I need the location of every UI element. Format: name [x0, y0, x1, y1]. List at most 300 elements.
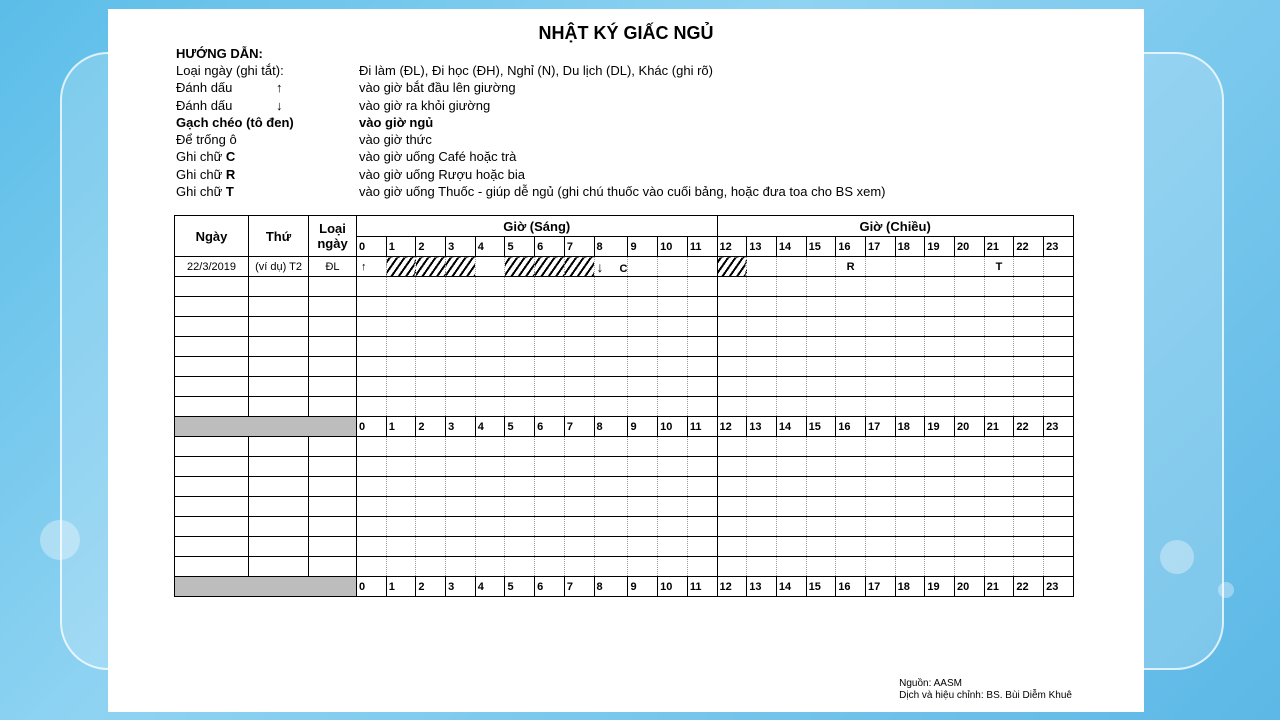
hour-cell[interactable] — [594, 557, 628, 577]
hour-cell[interactable] — [564, 277, 594, 297]
hour-cell[interactable] — [594, 517, 628, 537]
hour-cell[interactable] — [836, 537, 866, 557]
hour-cell[interactable] — [658, 277, 688, 297]
hour-cell[interactable] — [357, 497, 387, 517]
day-cell[interactable] — [249, 537, 309, 557]
hour-cell[interactable] — [865, 277, 895, 297]
hour-cell[interactable] — [475, 257, 505, 277]
hour-cell[interactable] — [865, 257, 895, 277]
hour-cell[interactable] — [628, 397, 658, 417]
hour-cell[interactable] — [984, 557, 1014, 577]
hour-cell[interactable] — [535, 537, 565, 557]
hour-cell[interactable] — [658, 477, 688, 497]
hour-cell[interactable] — [955, 497, 985, 517]
hour-cell[interactable] — [955, 537, 985, 557]
hour-cell[interactable] — [628, 317, 658, 337]
day-cell[interactable] — [249, 437, 309, 457]
hour-cell[interactable] — [836, 357, 866, 377]
hour-cell[interactable] — [658, 257, 688, 277]
hour-cell[interactable] — [416, 397, 446, 417]
hour-cell[interactable] — [895, 337, 925, 357]
type-cell[interactable] — [309, 397, 357, 417]
hour-cell[interactable] — [1014, 357, 1044, 377]
hour-cell[interactable] — [594, 297, 628, 317]
hour-cell[interactable] — [386, 397, 416, 417]
hour-cell[interactable] — [865, 437, 895, 457]
hour-cell[interactable] — [1014, 277, 1044, 297]
hour-cell[interactable] — [895, 497, 925, 517]
hour-cell[interactable] — [1014, 297, 1044, 317]
hour-cell[interactable] — [658, 357, 688, 377]
hour-cell[interactable] — [895, 297, 925, 317]
hour-cell[interactable] — [416, 297, 446, 317]
hour-cell[interactable] — [386, 377, 416, 397]
hour-cell[interactable] — [747, 397, 777, 417]
hour-cell[interactable] — [895, 397, 925, 417]
hour-cell[interactable] — [658, 397, 688, 417]
hour-cell[interactable] — [416, 477, 446, 497]
date-cell[interactable] — [175, 437, 249, 457]
hour-cell[interactable] — [895, 317, 925, 337]
hour-cell[interactable] — [984, 457, 1014, 477]
hour-cell[interactable] — [475, 557, 505, 577]
hour-cell[interactable] — [687, 257, 717, 277]
hour-cell[interactable] — [747, 517, 777, 537]
hour-cell[interactable] — [747, 297, 777, 317]
hour-cell[interactable] — [776, 557, 806, 577]
hour-cell[interactable] — [895, 377, 925, 397]
hour-cell[interactable] — [505, 297, 535, 317]
hour-cell[interactable] — [386, 357, 416, 377]
hour-cell[interactable] — [747, 377, 777, 397]
hour-cell[interactable] — [925, 537, 955, 557]
hour-cell[interactable] — [717, 377, 747, 397]
hour-cell[interactable] — [1014, 397, 1044, 417]
hour-cell[interactable] — [895, 517, 925, 537]
hour-cell[interactable] — [776, 437, 806, 457]
hour-cell[interactable] — [658, 517, 688, 537]
hour-cell[interactable] — [564, 477, 594, 497]
hour-cell[interactable] — [357, 537, 387, 557]
hour-cell[interactable] — [564, 257, 594, 277]
hour-cell[interactable] — [925, 477, 955, 497]
hour-cell[interactable] — [594, 397, 628, 417]
type-cell[interactable] — [309, 277, 357, 297]
hour-cell[interactable] — [564, 377, 594, 397]
hour-cell[interactable] — [475, 437, 505, 457]
hour-cell[interactable] — [717, 477, 747, 497]
hour-cell[interactable] — [357, 377, 387, 397]
date-cell[interactable] — [175, 497, 249, 517]
type-cell[interactable] — [309, 457, 357, 477]
hour-cell[interactable] — [717, 557, 747, 577]
hour-cell[interactable] — [628, 557, 658, 577]
hour-cell[interactable] — [955, 377, 985, 397]
hour-cell[interactable] — [505, 497, 535, 517]
day-cell[interactable] — [249, 497, 309, 517]
hour-cell[interactable] — [865, 337, 895, 357]
hour-cell[interactable] — [475, 477, 505, 497]
hour-cell[interactable] — [806, 277, 836, 297]
date-cell[interactable] — [175, 357, 249, 377]
hour-cell[interactable] — [535, 437, 565, 457]
hour-cell[interactable] — [475, 357, 505, 377]
hour-cell[interactable] — [594, 277, 628, 297]
hour-cell[interactable] — [925, 377, 955, 397]
type-cell[interactable] — [309, 477, 357, 497]
hour-cell[interactable] — [357, 397, 387, 417]
day-cell[interactable] — [249, 277, 309, 297]
hour-cell[interactable] — [357, 437, 387, 457]
hour-cell[interactable] — [955, 517, 985, 537]
hour-cell[interactable] — [658, 317, 688, 337]
alcohol-mark[interactable]: R — [836, 257, 866, 277]
hour-cell[interactable] — [687, 297, 717, 317]
hour-cell[interactable] — [747, 337, 777, 357]
hour-cell[interactable] — [865, 457, 895, 477]
hour-cell[interactable] — [446, 437, 476, 457]
hour-cell[interactable] — [357, 337, 387, 357]
hour-cell[interactable] — [806, 337, 836, 357]
hour-cell[interactable] — [984, 537, 1014, 557]
hour-cell[interactable] — [776, 337, 806, 357]
hour-cell[interactable] — [535, 297, 565, 317]
hour-cell[interactable] — [925, 517, 955, 537]
hour-cell[interactable] — [628, 377, 658, 397]
hour-cell[interactable] — [535, 357, 565, 377]
hour-cell[interactable] — [357, 297, 387, 317]
hour-cell[interactable] — [747, 437, 777, 457]
hour-cell[interactable] — [564, 317, 594, 337]
hour-cell[interactable] — [505, 397, 535, 417]
hour-cell[interactable] — [865, 397, 895, 417]
hour-cell[interactable] — [717, 357, 747, 377]
hour-cell[interactable] — [446, 477, 476, 497]
hour-cell[interactable] — [475, 537, 505, 557]
hour-cell[interactable] — [717, 517, 747, 537]
hour-cell[interactable] — [628, 457, 658, 477]
hour-cell[interactable] — [895, 277, 925, 297]
hour-cell[interactable] — [955, 337, 985, 357]
hour-cell[interactable] — [984, 377, 1014, 397]
date-cell[interactable] — [175, 477, 249, 497]
hour-cell[interactable] — [416, 437, 446, 457]
hour-cell[interactable] — [628, 497, 658, 517]
date-cell[interactable] — [175, 297, 249, 317]
hour-cell[interactable] — [1044, 457, 1074, 477]
hour-cell[interactable] — [594, 457, 628, 477]
day-cell[interactable] — [249, 337, 309, 357]
hour-cell[interactable] — [594, 377, 628, 397]
hour-cell[interactable] — [687, 397, 717, 417]
hour-cell[interactable] — [895, 357, 925, 377]
date-cell[interactable] — [175, 337, 249, 357]
hour-cell[interactable] — [806, 477, 836, 497]
hour-cell[interactable] — [594, 437, 628, 457]
hour-cell[interactable] — [925, 397, 955, 417]
hour-cell[interactable] — [895, 537, 925, 557]
hour-cell[interactable] — [475, 317, 505, 337]
day-cell[interactable] — [249, 477, 309, 497]
hour-cell[interactable] — [747, 257, 777, 277]
hour-cell[interactable] — [535, 337, 565, 357]
day-cell[interactable] — [249, 557, 309, 577]
day-cell[interactable] — [249, 317, 309, 337]
hour-cell[interactable] — [925, 457, 955, 477]
hour-cell[interactable] — [925, 277, 955, 297]
hour-cell[interactable] — [446, 397, 476, 417]
hour-cell[interactable] — [446, 317, 476, 337]
hour-cell[interactable] — [925, 257, 955, 277]
hour-cell[interactable] — [747, 557, 777, 577]
hour-cell[interactable] — [475, 457, 505, 477]
hour-cell[interactable] — [594, 257, 628, 277]
hour-cell[interactable] — [1044, 357, 1074, 377]
hour-cell[interactable] — [535, 317, 565, 337]
hour-cell[interactable] — [717, 437, 747, 457]
hour-cell[interactable] — [386, 277, 416, 297]
hour-cell[interactable] — [386, 257, 416, 277]
hour-cell[interactable] — [776, 297, 806, 317]
hour-cell[interactable] — [658, 457, 688, 477]
hour-cell[interactable] — [1014, 497, 1044, 517]
hour-cell[interactable] — [535, 397, 565, 417]
hour-cell[interactable] — [836, 317, 866, 337]
hour-cell[interactable] — [984, 277, 1014, 297]
date-cell[interactable] — [175, 517, 249, 537]
day-cell[interactable] — [249, 517, 309, 537]
hour-cell[interactable] — [836, 297, 866, 317]
hour-cell[interactable] — [955, 357, 985, 377]
hour-cell[interactable] — [955, 257, 985, 277]
hour-cell[interactable] — [776, 317, 806, 337]
hour-cell[interactable] — [806, 397, 836, 417]
hour-cell[interactable] — [865, 317, 895, 337]
hour-cell[interactable] — [416, 517, 446, 537]
hour-cell[interactable] — [535, 557, 565, 577]
hour-cell[interactable] — [836, 477, 866, 497]
hour-cell[interactable] — [446, 537, 476, 557]
hour-cell[interactable] — [1044, 437, 1074, 457]
hour-cell[interactable] — [357, 477, 387, 497]
hour-cell[interactable] — [806, 497, 836, 517]
hour-cell[interactable] — [446, 497, 476, 517]
hour-cell[interactable] — [984, 517, 1014, 537]
hour-cell[interactable] — [594, 357, 628, 377]
hour-cell[interactable] — [535, 477, 565, 497]
day-cell[interactable] — [249, 457, 309, 477]
hour-cell[interactable] — [747, 497, 777, 517]
hour-cell[interactable] — [776, 397, 806, 417]
hour-cell[interactable] — [776, 277, 806, 297]
hour-cell[interactable] — [895, 457, 925, 477]
hour-cell[interactable] — [776, 537, 806, 557]
hour-cell[interactable] — [564, 537, 594, 557]
hour-cell[interactable] — [806, 557, 836, 577]
hour-cell[interactable] — [475, 377, 505, 397]
date-cell[interactable] — [175, 397, 249, 417]
hour-cell[interactable] — [687, 477, 717, 497]
hour-cell[interactable] — [955, 317, 985, 337]
hour-cell[interactable] — [505, 317, 535, 337]
hour-cell[interactable] — [416, 277, 446, 297]
hour-cell[interactable] — [628, 357, 658, 377]
hour-cell[interactable] — [717, 277, 747, 297]
hour-cell[interactable] — [687, 517, 717, 537]
hour-cell[interactable] — [984, 477, 1014, 497]
hour-cell[interactable] — [1044, 337, 1074, 357]
hour-cell[interactable] — [564, 517, 594, 537]
type-cell[interactable] — [309, 317, 357, 337]
hour-cell[interactable] — [386, 437, 416, 457]
type-cell[interactable] — [309, 337, 357, 357]
hour-cell[interactable] — [658, 297, 688, 317]
hour-cell[interactable] — [386, 537, 416, 557]
hour-cell[interactable] — [1044, 517, 1074, 537]
hour-cell[interactable] — [386, 477, 416, 497]
hour-cell[interactable] — [1044, 557, 1074, 577]
hour-cell[interactable] — [564, 437, 594, 457]
hour-cell[interactable] — [984, 357, 1014, 377]
hour-cell[interactable] — [386, 317, 416, 337]
hour-cell[interactable] — [505, 477, 535, 497]
hour-cell[interactable] — [658, 497, 688, 517]
hour-cell[interactable] — [984, 497, 1014, 517]
hour-cell[interactable] — [955, 457, 985, 477]
hour-cell[interactable] — [776, 477, 806, 497]
hour-cell[interactable] — [1014, 457, 1044, 477]
hour-cell[interactable] — [416, 377, 446, 397]
hour-cell[interactable] — [865, 357, 895, 377]
hour-cell[interactable] — [416, 257, 446, 277]
hour-cell[interactable] — [357, 317, 387, 337]
hour-cell[interactable] — [564, 457, 594, 477]
hour-cell[interactable] — [564, 497, 594, 517]
hour-cell[interactable] — [747, 317, 777, 337]
type-cell[interactable] — [309, 297, 357, 317]
hour-cell[interactable] — [806, 457, 836, 477]
hour-cell[interactable] — [594, 497, 628, 517]
hour-cell[interactable] — [505, 517, 535, 537]
hour-cell[interactable] — [475, 497, 505, 517]
hour-cell[interactable] — [687, 357, 717, 377]
hour-cell[interactable] — [717, 497, 747, 517]
hour-cell[interactable] — [687, 317, 717, 337]
hour-cell[interactable] — [594, 537, 628, 557]
hour-cell[interactable] — [776, 377, 806, 397]
hour-cell[interactable] — [535, 457, 565, 477]
hour-cell[interactable] — [446, 517, 476, 537]
hour-cell[interactable] — [564, 297, 594, 317]
hour-cell[interactable] — [505, 537, 535, 557]
hour-cell[interactable] — [925, 297, 955, 317]
hour-cell[interactable] — [628, 477, 658, 497]
hour-cell[interactable] — [1014, 317, 1044, 337]
date-cell[interactable] — [175, 277, 249, 297]
hour-cell[interactable] — [984, 397, 1014, 417]
hour-cell[interactable] — [386, 517, 416, 537]
hour-cell[interactable] — [865, 537, 895, 557]
hour-cell[interactable] — [865, 377, 895, 397]
hour-cell[interactable] — [925, 317, 955, 337]
date-cell[interactable] — [175, 377, 249, 397]
hour-cell[interactable] — [446, 457, 476, 477]
hour-cell[interactable] — [836, 377, 866, 397]
hour-cell[interactable] — [836, 277, 866, 297]
hour-cell[interactable] — [836, 457, 866, 477]
hour-cell[interactable] — [658, 537, 688, 557]
date-cell[interactable] — [175, 537, 249, 557]
hour-cell[interactable] — [776, 457, 806, 477]
hour-cell[interactable] — [925, 557, 955, 577]
hour-cell[interactable] — [475, 397, 505, 417]
hour-cell[interactable] — [984, 437, 1014, 457]
hour-cell[interactable] — [386, 297, 416, 317]
hour-cell[interactable] — [747, 277, 777, 297]
hour-cell[interactable] — [594, 317, 628, 337]
hour-cell[interactable] — [776, 257, 806, 277]
day-cell[interactable] — [249, 297, 309, 317]
hour-cell[interactable] — [1044, 377, 1074, 397]
hour-cell[interactable] — [1014, 437, 1044, 457]
hour-cell[interactable] — [357, 277, 387, 297]
hour-cell[interactable] — [955, 557, 985, 577]
hour-cell[interactable] — [955, 397, 985, 417]
hour-cell[interactable] — [717, 457, 747, 477]
hour-cell[interactable] — [806, 377, 836, 397]
hour-cell[interactable] — [658, 557, 688, 577]
hour-cell[interactable] — [747, 537, 777, 557]
hour-cell[interactable] — [865, 557, 895, 577]
hour-cell[interactable] — [776, 517, 806, 537]
hour-cell[interactable] — [357, 557, 387, 577]
hour-cell[interactable] — [505, 337, 535, 357]
hour-cell[interactable] — [594, 477, 628, 497]
hour-cell[interactable] — [628, 297, 658, 317]
hour-cell[interactable] — [505, 257, 535, 277]
hour-cell[interactable] — [1044, 477, 1074, 497]
type-cell[interactable] — [309, 377, 357, 397]
hour-cell[interactable] — [446, 557, 476, 577]
hour-cell[interactable] — [955, 477, 985, 497]
hour-cell[interactable] — [505, 277, 535, 297]
hour-cell[interactable] — [416, 357, 446, 377]
hour-cell[interactable] — [1044, 317, 1074, 337]
medicine-mark[interactable]: T — [984, 257, 1014, 277]
hour-cell[interactable] — [836, 557, 866, 577]
hour-cell[interactable] — [865, 517, 895, 537]
hour-cell[interactable] — [564, 397, 594, 417]
hour-cell[interactable] — [955, 277, 985, 297]
hour-cell[interactable] — [984, 297, 1014, 317]
hour-cell[interactable] — [836, 517, 866, 537]
type-cell[interactable] — [309, 437, 357, 457]
hour-cell[interactable] — [687, 537, 717, 557]
hour-cell[interactable] — [628, 277, 658, 297]
hour-cell[interactable] — [446, 337, 476, 357]
hour-cell[interactable] — [535, 497, 565, 517]
hour-cell[interactable] — [687, 557, 717, 577]
hour-cell[interactable] — [1014, 257, 1044, 277]
hour-cell[interactable] — [658, 437, 688, 457]
hour-cell[interactable] — [446, 257, 476, 277]
hour-cell[interactable] — [535, 377, 565, 397]
hour-cell[interactable] — [594, 337, 628, 357]
hour-cell[interactable] — [895, 437, 925, 457]
hour-cell[interactable] — [836, 397, 866, 417]
hour-cell[interactable] — [658, 337, 688, 357]
hour-cell[interactable] — [836, 337, 866, 357]
